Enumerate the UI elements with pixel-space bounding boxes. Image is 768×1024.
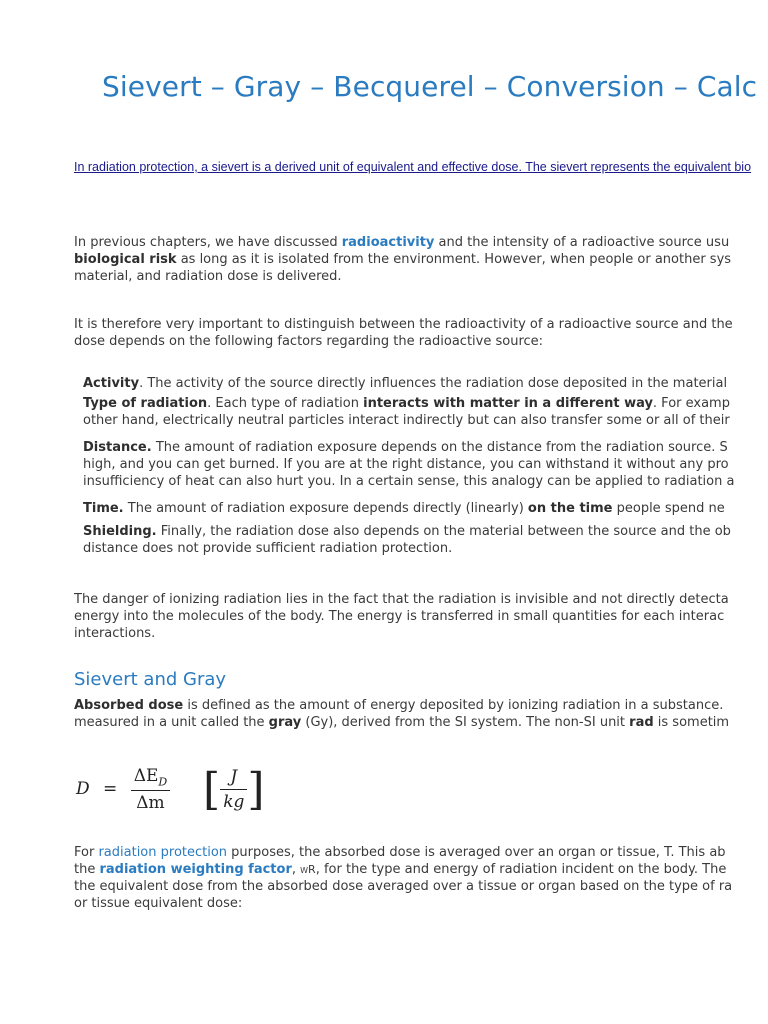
list-text: insufficiency of heat can also hurt you. In a certain sense, this analogy can be applied to radiation a bbox=[83, 474, 735, 489]
type-of-radiation-term: Type of radiation bbox=[83, 396, 208, 411]
factors-paragraph bbox=[74, 316, 733, 350]
para-text: or tissue equivalent dose: bbox=[74, 896, 243, 911]
gray-term: gray bbox=[268, 715, 302, 730]
list-text: high, and you can get burned. If you are at the right distance, you can withstand it without any pro bbox=[83, 457, 729, 472]
distance-term: Distance. bbox=[83, 440, 152, 455]
list-text: . Each type of radiation bbox=[207, 396, 364, 411]
formula-lhs: D bbox=[76, 779, 90, 800]
intro-text: as long as it is isolated from the environment. However, when people or another sys bbox=[176, 252, 732, 267]
para-text: (Gy), derived from the SI system. The non-SI unit bbox=[301, 715, 630, 730]
list-item bbox=[83, 395, 734, 429]
absorbed-dose-paragraph bbox=[74, 697, 729, 731]
radiation-protection-link[interactable]: radiation protection bbox=[98, 845, 228, 860]
list-item bbox=[83, 523, 734, 557]
list-text: . For examp bbox=[652, 396, 730, 411]
para-text: , bbox=[291, 862, 301, 877]
para-text: measured in a unit called the bbox=[74, 715, 269, 730]
danger-line-1: The danger of ionizing radiation lies in the fact that the radiation is invisible and not directly detecta bbox=[74, 592, 729, 607]
list-item bbox=[83, 375, 734, 392]
left-bracket-icon: [ bbox=[203, 763, 221, 815]
para-text: , for the type and energy of radiation incident on the body. The bbox=[315, 862, 727, 877]
intro-line-3: material, and radiation dose is delivered. bbox=[74, 269, 342, 284]
radiation-weighting-factor-link[interactable]: radiation weighting factor bbox=[99, 862, 292, 877]
para-text: purposes, the absorbed dose is averaged over an organ or tissue, T. This ab bbox=[227, 845, 726, 860]
wr-symbol: wR bbox=[300, 863, 316, 876]
list-text: people spend ne bbox=[612, 501, 725, 516]
para-text: is sometim bbox=[653, 715, 730, 730]
list-item bbox=[83, 500, 734, 517]
radioactivity-link[interactable]: radioactivity bbox=[341, 235, 435, 250]
factors-line-2: dose depends on the following factors regarding the radioactive source: bbox=[74, 334, 544, 349]
list-item bbox=[83, 439, 734, 490]
equivalent-dose-paragraph bbox=[74, 844, 732, 912]
intro-line-2 bbox=[74, 251, 731, 268]
list-text: The amount of radiation exposure depends on the distance from the radiation source. S bbox=[151, 440, 728, 455]
on-the-time-term: on the time bbox=[527, 501, 613, 516]
list-text: Finally, the radiation dose also depends on the material between the source and the ob bbox=[156, 524, 731, 539]
list-text: The amount of radiation exposure depends directly (linearly) bbox=[123, 501, 528, 516]
unit-denominator: kg bbox=[223, 792, 245, 813]
list-text: distance does not provide sufficient radiation protection. bbox=[83, 541, 453, 556]
formula-fraction bbox=[131, 766, 171, 813]
para-text: the equivalent dose from the absorbed dose averaged over a tissue or organ based on the type of ra bbox=[74, 879, 733, 894]
para-text: For bbox=[74, 845, 99, 860]
list-text: other hand, electrically neutral particles interact indirectly but can also transfer some or all of their bbox=[83, 413, 730, 428]
intro-text: and the intensity of a radioactive source usu bbox=[434, 235, 730, 250]
right-bracket-icon: ] bbox=[247, 763, 265, 815]
lead-link[interactable]: In radiation protection, a sievert is a derived unit of equivalent and effective dose. The sievert represents the equivalent bio bbox=[74, 160, 752, 174]
intro-line-1 bbox=[74, 234, 731, 251]
formula-num-text: ΔE bbox=[133, 766, 159, 786]
formula-subscript: D bbox=[158, 775, 168, 789]
formula-numerator bbox=[131, 766, 171, 791]
factors-list bbox=[83, 375, 734, 557]
danger-paragraph bbox=[74, 591, 729, 642]
time-term: Time. bbox=[83, 501, 124, 516]
intro-paragraph bbox=[74, 234, 731, 285]
factors-line-1: It is therefore very important to distinguish between the radioactivity of a radioactive source and the bbox=[74, 317, 733, 332]
danger-line-3: interactions. bbox=[74, 626, 156, 641]
absorbed-dose-term: Absorbed dose bbox=[74, 698, 184, 713]
interacts-term: interacts with matter in a different way bbox=[363, 396, 653, 411]
formula-denominator: Δm bbox=[136, 793, 165, 814]
danger-line-2: energy into the molecules of the body. The energy is transferred in small quantities for each interac bbox=[74, 609, 725, 624]
activity-term: Activity bbox=[83, 376, 140, 391]
unit-numerator: J bbox=[220, 767, 247, 790]
para-text: the bbox=[74, 862, 100, 877]
biological-risk-term: biological risk bbox=[74, 252, 177, 267]
rad-term: rad bbox=[629, 715, 654, 730]
page-title: Sievert – Gray – Becquerel – Conversion – Calc bbox=[102, 70, 758, 103]
para-text: is defined as the amount of energy deposited by ionizing radiation in a substance. bbox=[183, 698, 724, 713]
intro-text: In previous chapters, we have discussed bbox=[74, 235, 342, 250]
formula-unit bbox=[220, 767, 247, 812]
section-heading: Sievert and Gray bbox=[74, 669, 227, 690]
absorbed-dose-formula bbox=[76, 763, 265, 815]
shielding-term: Shielding. bbox=[83, 524, 157, 539]
list-text: . The activity of the source directly influences the radiation dose deposited in the material bbox=[139, 376, 728, 391]
formula-equals: = bbox=[103, 779, 118, 800]
